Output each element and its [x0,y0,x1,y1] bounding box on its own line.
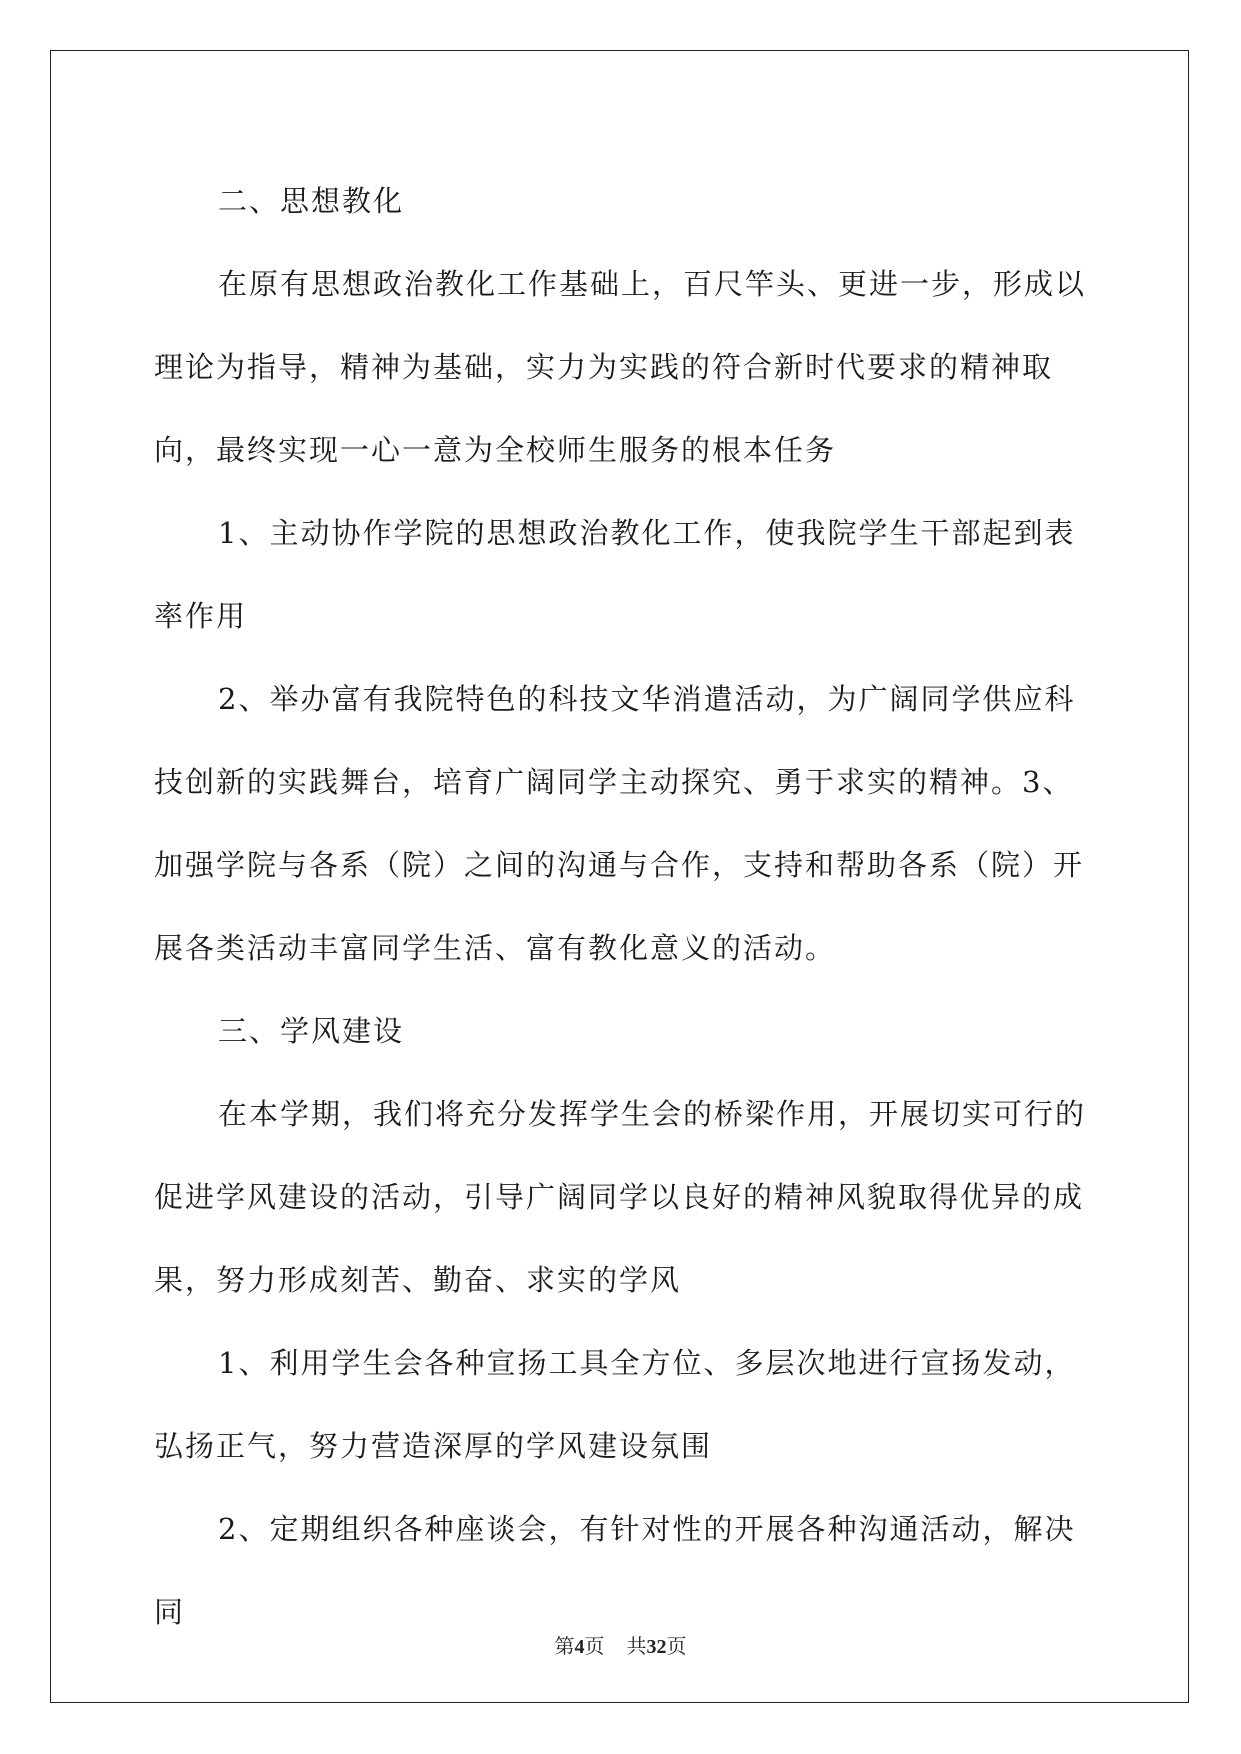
section-heading-study-style: 三、学风建设 [218,1014,405,1048]
paragraph-ideology-intro: 在原有思想政治教化工作基础上，百尺竿头、更进一步，形成以理论为指导，精神为基础，实力为实践的符合新时代要求的精神取向，最终实现一心一意为全校师生服务的根本任务 [154,267,1087,467]
paragraph-study-style-item-2: 2、定期组织各种座谈会，有针对性的开展各种沟通活动，解决同 [154,1512,1076,1629]
paragraph-ideology-item-1: 1、主动协作学院的思想政治教化工作，使我院学生干部起到表率作用 [154,516,1076,633]
page-number: 4 [574,1636,585,1658]
page-prefix: 第 [554,1636,575,1658]
paragraph-study-style-item-1: 1、利用学生会各种宣扬工具全方位、多层次地进行宣扬发动，弘扬正气，努力营造深厚的学风建设氛围 [154,1346,1076,1463]
total-pages: 32 [646,1636,667,1658]
total-suffix: 页 [666,1636,687,1658]
document-body [154,160,1089,1654]
section-heading-ideology: 二、思想教化 [218,184,405,218]
paragraph-study-style-intro: 在本学期，我们将充分发挥学生会的桥梁作用，开展切实可行的促进学风建设的活动，引导广阔同学以良好的精神风貌取得优异的成果，努力形成刻苦、勤奋、求实的学风 [154,1097,1087,1297]
total-prefix: 共 [626,1636,647,1658]
page-suffix: 页 [584,1636,605,1658]
page-footer [0,1630,1241,1659]
paragraph-ideology-item-2: 2、举办富有我院特色的科技文华消遣活动，为广阔同学供应科技创新的实践舞台，培育广阔同学主动探究、勇于求实的精神。3、加强学院与各系（院）之间的沟通与合作，支持和帮助各系（院）开展各类活动丰富同学生活、富有教化意义的活动。 [154,682,1085,965]
